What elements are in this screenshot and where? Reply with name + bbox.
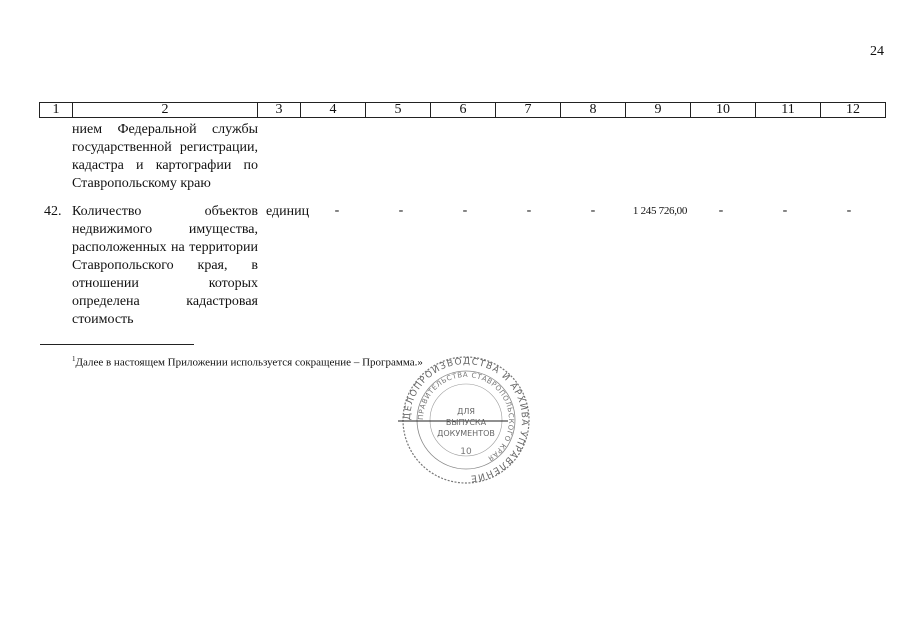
value-cell: - <box>846 203 852 218</box>
column-number: 10 <box>691 103 756 118</box>
column-number: 8 <box>561 103 626 118</box>
stamp-center-line: ДЛЯ <box>457 407 475 416</box>
column-number-header <box>39 102 886 118</box>
value-cell: - <box>462 203 468 218</box>
value-cell: - <box>398 203 404 218</box>
column-number: 5 <box>366 103 431 118</box>
page-number: 24 <box>870 44 884 59</box>
column-number: 12 <box>821 103 886 118</box>
footnote-text: Далее в настоящем Приложении используется сокращение – Программа.» <box>75 356 423 369</box>
continuation-text: нием Федеральной службы государственной регистрации, кадастра и картографии по Ставропольскому краю <box>72 122 258 191</box>
value-cell: - <box>334 203 340 218</box>
column-number: 6 <box>431 103 496 118</box>
value-cell: - <box>590 203 596 218</box>
value-cell: - <box>782 203 788 218</box>
stamp-center-line: ДОКУМЕНТОВ <box>437 429 495 438</box>
column-number: 4 <box>301 103 366 118</box>
value-cell: - <box>526 203 532 218</box>
footnote <box>72 355 423 369</box>
footnote-separator <box>40 344 194 345</box>
document-stamp <box>398 355 534 485</box>
column-number: 2 <box>73 103 258 118</box>
value-cell: 1 245 726,00 <box>632 205 688 217</box>
stamp-outer-text: ДЕЛОПРОИЗВОДСТВА И АРХИВА УПРАВЛЕНИЕ <box>402 356 530 483</box>
stamp-number: 10 <box>460 447 472 457</box>
footnote-marker: 1 <box>72 355 76 363</box>
stamp-inner-text: ПРАВИТЕЛЬСТВА СТАВРОПОЛЬСКОГО КРАЯ <box>416 370 516 463</box>
column-number: 1 <box>40 103 73 118</box>
column-number: 9 <box>626 103 691 118</box>
column-number: 3 <box>258 103 301 118</box>
column-number: 11 <box>756 103 821 118</box>
column-number: 7 <box>496 103 561 118</box>
row-number: 42. <box>44 204 62 219</box>
value-cell: - <box>718 203 724 218</box>
row-indicator-text: Количество объектов недвижимого имущества, расположенных на территории Ставропольского края, в отношении которых определена кадастровая стоимость <box>72 204 258 327</box>
row-unit: единиц <box>266 204 310 219</box>
stamp-center-line: ВЫПУСКА <box>445 418 487 427</box>
